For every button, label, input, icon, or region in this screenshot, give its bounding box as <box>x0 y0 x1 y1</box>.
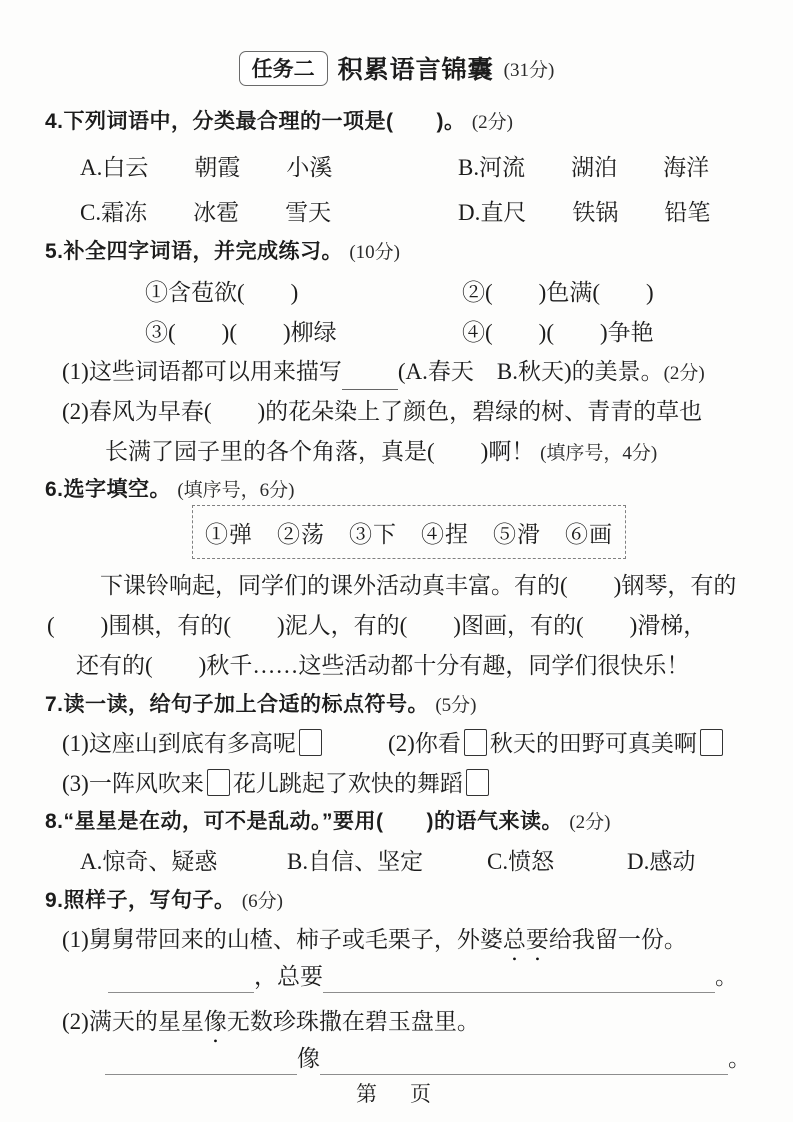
question-4-option-c: C.霜冻 冰雹 雪天 <box>80 200 332 225</box>
question-8-option-a: A.惊奇、疑惑 <box>80 849 218 874</box>
question-5-word-3: ③( )( )柳绿 <box>145 320 337 345</box>
question-5-word-2: ②( )色满( ) <box>462 280 654 305</box>
question-8-option-d: D.感动 <box>627 849 696 874</box>
answer-blank <box>323 968 715 993</box>
emphasized-word: 总要 <box>502 927 549 952</box>
question-7-sentence-1: (1)这座山到底有多高呢 <box>62 728 325 760</box>
question-7-stem: 7.读一读，给句子加上合适的标点符号。 (5分) <box>45 693 477 716</box>
question-9-answer-line-1: ，总要 。 <box>108 961 738 993</box>
question-5-score: (10分) <box>349 242 401 263</box>
question-4-option-a: A.白云 朝霞 小溪 <box>80 155 333 180</box>
question-5-sub-1: (1)这些词语都可以用来描写 (A.春天 B.秋天)的美景。(2分) <box>62 356 705 388</box>
question-6-paragraph-line-2: ( )围棋，有的( )泥人，有的( )图画，有的( )滑梯， <box>47 613 707 638</box>
section-title: 积累语言锦囊 <box>337 56 494 84</box>
question-6-score: (填序号，6分) <box>177 480 295 501</box>
emphasized-word: 像 <box>203 1009 227 1034</box>
answer-blank <box>108 968 254 993</box>
question-7-sentence-2: (2)你看 秋天的田野可真美啊 <box>388 728 726 760</box>
question-9-score: (6分) <box>241 891 284 912</box>
question-6-stem: 6.选字填空。 (填序号，6分) <box>45 478 295 501</box>
question-4-score: (2分) <box>471 112 513 133</box>
question-9-answer-line-2: 像 。 <box>105 1043 751 1075</box>
question-5-word-1: ①含苞欲( ) <box>145 280 299 305</box>
question-9-stem: 9.照样子，写句子。 (6分) <box>45 889 284 912</box>
task-badge: 任务二 <box>239 51 328 86</box>
question-5-sub-2-line-2: 长满了园子里的各个角落，真是( )啊！ (填序号，4分) <box>105 439 658 464</box>
question-6-paragraph-line-1: 下课铃响起，同学们的课外活动真丰富。有的( )钢琴，有的 <box>100 573 737 598</box>
question-4-option-d: D.直尺 铁锅 铅笔 <box>458 200 711 225</box>
fill-blank <box>342 365 398 390</box>
section-header <box>0 50 793 86</box>
page-number-label: 第 页 <box>356 1083 437 1106</box>
question-5-sub-2-line-1: (2)春风为早春( )的花朵染上了颜色，碧绿的树、青青的草也 <box>62 399 703 424</box>
question-8-option-c: C.愤怒 <box>487 849 555 874</box>
question-6-choice-box: ①弹 ②荡 ③下 ④捏 ⑤滑 ⑥画 <box>192 505 626 559</box>
question-7-score: (5分) <box>435 695 477 716</box>
answer-blank <box>105 1050 297 1075</box>
punctuation-box <box>207 769 230 796</box>
question-7-sentence-3: (3)一阵风吹来 花儿跳起了欢快的舞蹈 <box>62 768 492 800</box>
punctuation-box <box>466 769 489 796</box>
question-9-example-1: (1)舅舅带回来的山楂、柿子或毛栗子，外婆总要给我留一份。 <box>62 927 687 952</box>
punctuation-box <box>700 729 723 756</box>
punctuation-box <box>464 729 487 756</box>
question-8-stem: 8.“星星是在动，可不是乱动。”要用( )的语气来读。 (2分) <box>45 810 611 833</box>
question-6-paragraph-line-3: 还有的( )秋千……这些活动都十分有趣，同学们很快乐！ <box>76 653 690 678</box>
question-5-word-4: ④( )( )争艳 <box>462 320 654 345</box>
answer-blank <box>320 1050 728 1075</box>
section-score: (31分) <box>503 59 555 81</box>
question-5-stem: 5.补全四字词语，并完成练习。 (10分) <box>45 240 401 263</box>
punctuation-box <box>299 729 322 756</box>
question-8-option-b: B.自信、坚定 <box>287 849 424 874</box>
question-9-example-2: (2)满天的星星像无数珍珠撒在碧玉盘里。 <box>62 1009 480 1034</box>
question-8-score: (2分) <box>569 812 611 833</box>
question-4-stem: 4.下列词语中，分类最合理的一项是( )。 (2分) <box>45 110 513 133</box>
question-4-option-b: B.河流 湖泊 海洋 <box>458 155 710 180</box>
